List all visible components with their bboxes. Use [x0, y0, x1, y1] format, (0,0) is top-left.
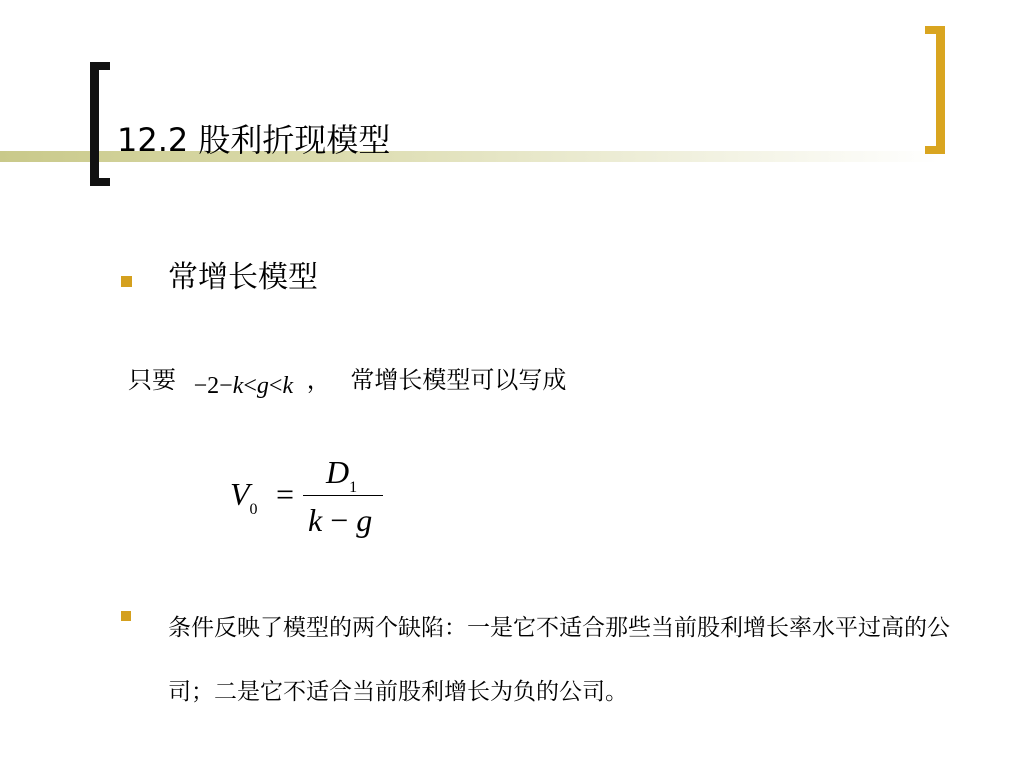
ineq-var: g: [256, 373, 269, 399]
right-bracket-decoration: [925, 26, 945, 154]
formula-num-var: D: [326, 454, 350, 490]
formula-lhs: [230, 476, 258, 517]
formula-numerator: [326, 454, 357, 495]
ineq-var: k: [282, 373, 294, 399]
fraction-bar: [303, 495, 383, 496]
ineq-part: −2−: [193, 373, 233, 399]
formula-equals: =: [276, 476, 295, 512]
condition-prefix: 只要: [128, 366, 176, 394]
condition-line: [128, 362, 566, 398]
bullet-paragraph: 条件反映了模型的两个缺陷：一是它不适合那些当前股利增长率水平过高的公司；二是它不适合当前股利增长为负的公司。: [168, 615, 950, 705]
slide-title: 12.2 股利折现模型: [117, 121, 391, 159]
ineq-part: <: [243, 373, 257, 399]
left-bracket-decoration: [90, 62, 110, 186]
ineq-var: k: [232, 373, 244, 399]
formula-den-g: g: [356, 502, 373, 538]
bullet-square-icon: [121, 276, 132, 287]
condition-suffix: 常增长模型可以写成: [350, 366, 567, 394]
formula-num-sub: 1: [349, 479, 358, 497]
formula-den-minus: −: [330, 502, 349, 538]
formula-den-k: k: [308, 502, 323, 538]
inequality: [194, 368, 293, 404]
formula-lhs-var: V: [230, 476, 250, 512]
gordon-growth-formula: [230, 452, 400, 544]
ineq-part: <: [268, 373, 283, 399]
bullet-square-icon: [121, 611, 131, 621]
formula-lhs-sub: 0: [249, 501, 258, 519]
condition-comma: ，: [306, 366, 331, 394]
formula-denominator: [308, 502, 372, 539]
bullet-heading: 常增长模型: [168, 260, 318, 295]
